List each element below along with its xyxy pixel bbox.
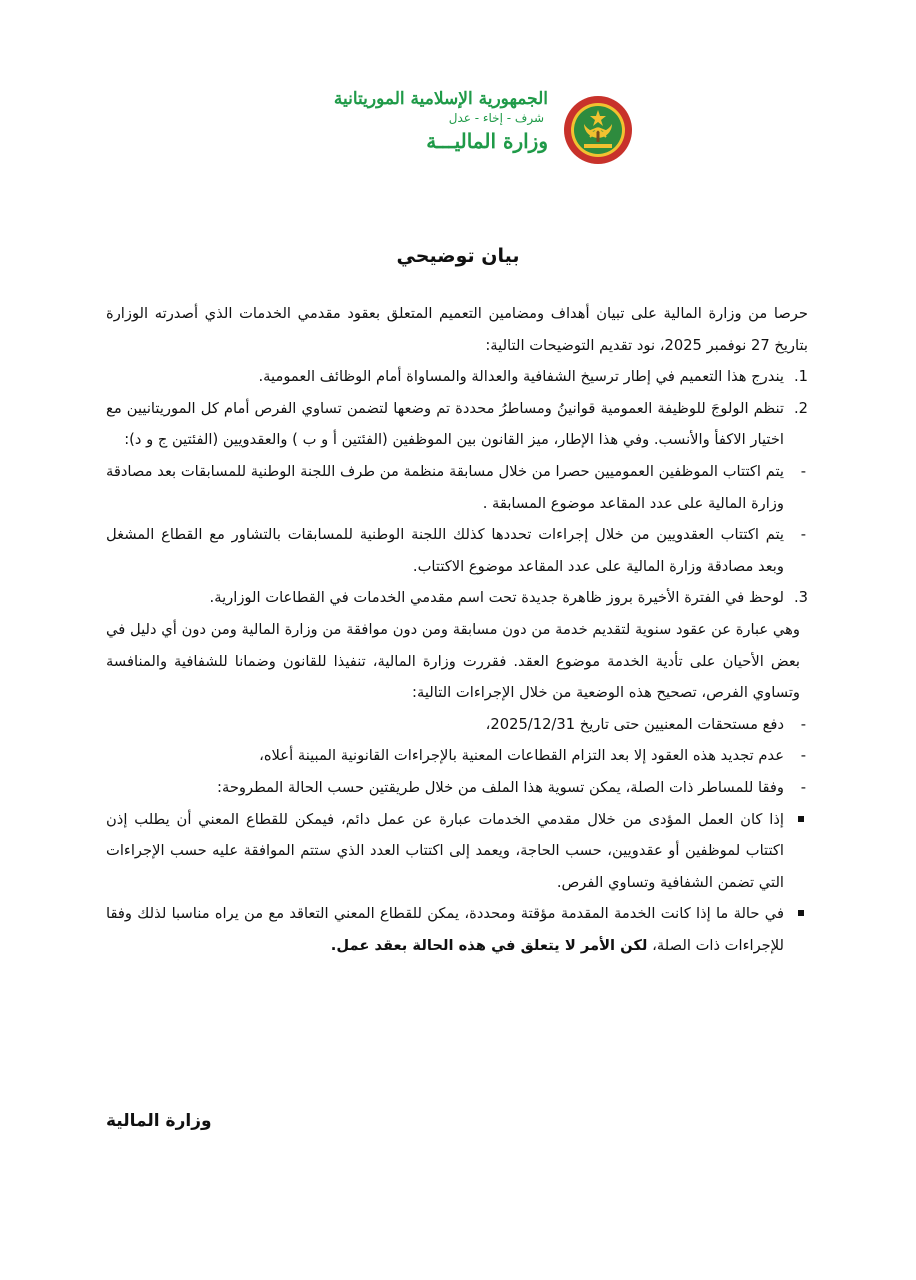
signature: وزارة المالية bbox=[106, 1111, 212, 1131]
numbered-item bbox=[106, 582, 808, 614]
numbered-item bbox=[106, 361, 808, 393]
item-number: 2. bbox=[793, 399, 808, 417]
item-text: يتم اكتتاب العقدويين من خلال إجراءات تحددها كذلك اللجنة الوطنية للمسابقات بالتشاور مع القطاع المشغل وبعد مصادقة وزارة المالية على عدد المقاعد موضوع الاكتتاب. bbox=[106, 526, 784, 575]
item-text: يتم اكتتاب الموظفين العموميين حصرا من خلال مسابقة منظمة من طرف اللجنة الوطنية للمسابقات بعد مصادقة وزارة المالية على عدد المقاعد موضوع المسابقة . bbox=[106, 462, 784, 512]
square-bullet-icon bbox=[798, 816, 804, 822]
ministry-name: وزارة الماليـــة bbox=[426, 129, 548, 153]
dash-marker: - bbox=[800, 747, 806, 765]
case-item bbox=[106, 804, 808, 899]
item-text: يندرج هذا التعميم في إطار ترسيخ الشفافية والعدالة والمساواة أمام الوظائف العمومية. bbox=[258, 368, 784, 386]
national-motto: شرف - إخاء - عدل bbox=[448, 111, 544, 125]
case-item bbox=[106, 898, 808, 961]
measure-text: دفع مستحقات المعنيين حتى تاريخ 2025/12/31، bbox=[485, 715, 784, 733]
item-text: لوحظ في الفترة الأخيرة بروز ظاهرة جديدة تحت اسم مقدمي الخدمات في القطاعات الوزارية. bbox=[209, 589, 784, 607]
numbered-item bbox=[106, 393, 808, 456]
intro-paragraph: حرصا من وزارة المالية على تبيان أهداف ومضامين التعميم المتعلق بعقود مقدمي الخدمات الذي أصدرته الوزارة بتاريخ 27 نوفمبر 2025، نود تقديم التوضيحات التالية: bbox=[106, 305, 808, 354]
square-bullet-icon bbox=[798, 910, 804, 916]
measure-item bbox=[106, 709, 808, 741]
letterhead-text bbox=[298, 88, 548, 154]
case-bold-text: لكن الأمر لا يتعلق في هذه الحالة بعقد عمل. bbox=[330, 936, 648, 954]
item-number: 3. bbox=[793, 589, 808, 607]
dash-marker: - bbox=[800, 462, 806, 480]
case-text: إذا كان العمل المؤدى من خلال مقدمي الخدمات عبارة عن عمل دائم، فيمكن للقطاع المعني أن يطلب إذن اكتتاب لموظفين أو عقدويين، حسب الحاجة، ويعمد إلى اكتتاب العدد الذي ستتم الموافقة عليه حسب الإجراءات التي تضمن الشفافية وتساوي الفرص. bbox=[106, 810, 784, 891]
national-seal-icon bbox=[562, 94, 634, 166]
measure-item bbox=[106, 740, 808, 772]
dash-item bbox=[106, 456, 808, 519]
republic-name: الجمهورية الإسلامية الموريتانية bbox=[333, 89, 548, 109]
measure-item bbox=[106, 772, 808, 804]
dash-item bbox=[106, 519, 808, 582]
item-text: تنظم الولوجَ للوظيفة العمومية قوانينُ ومساطرُ محددة تم وضعها لتضمن تساوي الفرص أمام كل الموريتانيين مع اختيار الاكفأ والأنسب. وفي هذا الإطار، ميز القانون بين الموظفين (الفئتين أ و ب ) والعقدويين (الفئتين ج و د): bbox=[106, 399, 784, 449]
case-text: في حالة ما إذا كانت الخدمة المقدمة مؤقتة ومحددة، يمكن للقطاع المعني التعاقد مع من يراه مناسبا لذلك وفقا للإجراءات ذات الصلة، bbox=[106, 905, 784, 954]
dash-marker: - bbox=[800, 526, 806, 544]
document-title: بيان توضيحي bbox=[396, 245, 520, 267]
dash-marker: - bbox=[800, 778, 806, 796]
dash-marker: - bbox=[800, 715, 806, 733]
measure-text: وفقا للمساطر ذات الصلة، يمكن تسوية هذا الملف من خلال طريقتين حسب الحالة المطروحة: bbox=[217, 778, 784, 796]
measure-text: عدم تجديد هذه العقود إلا بعد التزام القطاعات المعنية بالإجراءات القانونية المبينة أعلاه، bbox=[259, 747, 784, 765]
paragraph-3-continuation: وهي عبارة عن عقود سنوية لتقديم خدمة من دون مسابقة ومن دون موافقة من وزارة المالية ومن دون أي دليل في بعض الأحيان على تأدية الخدمة موضوع العقد. فقررت وزارة المالية، تنفيذا للقانون وضمانا للشفافية والمنافسة وتساوي الفرص، تصحيح هذه الوضعية من خلال الإجراءات التالية: bbox=[106, 620, 800, 702]
document-body bbox=[106, 298, 808, 961]
letterhead bbox=[300, 88, 640, 178]
item-number: 1. bbox=[793, 368, 808, 386]
